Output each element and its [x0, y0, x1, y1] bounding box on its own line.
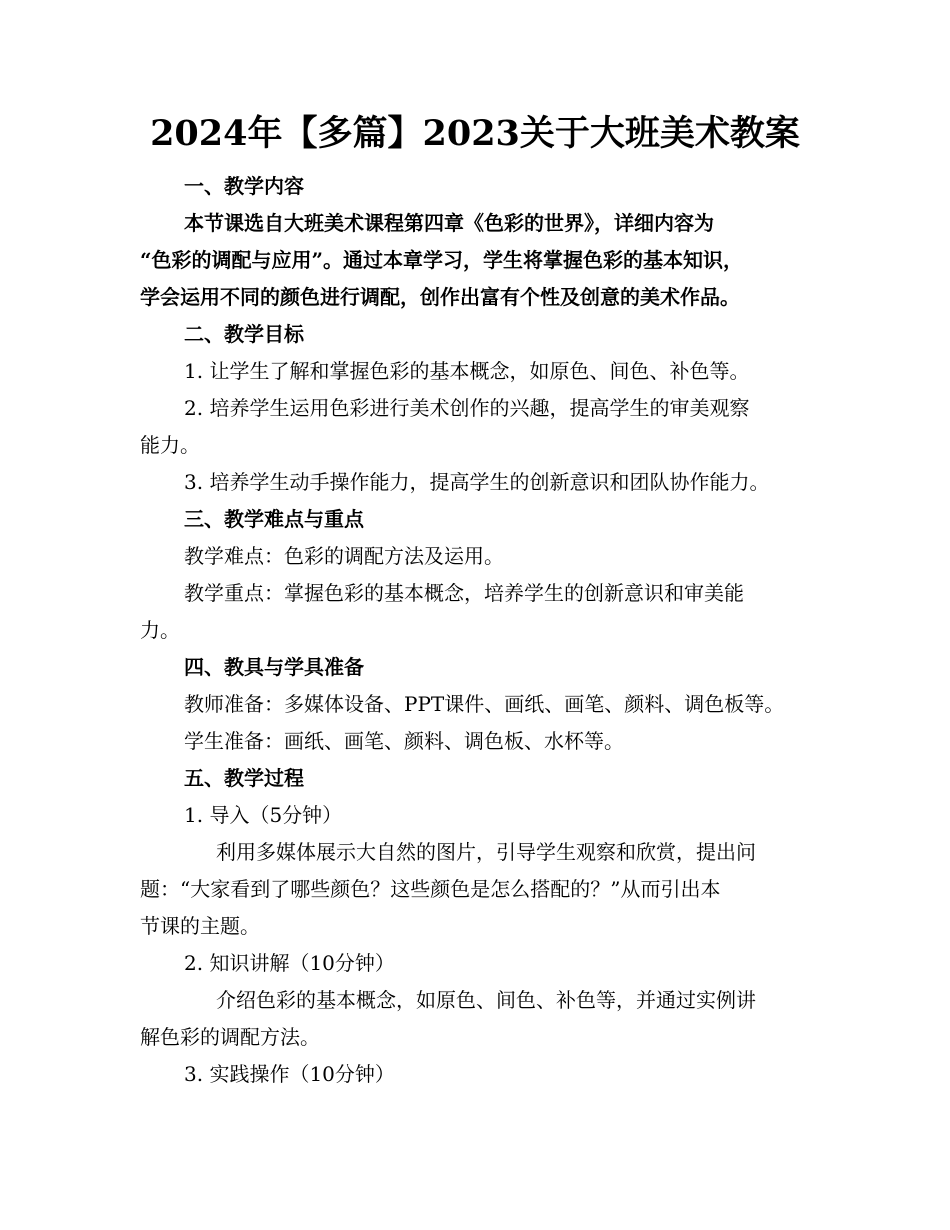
paragraph-line: “色彩的调配与应用”。通过本章学习，学生将掌握色彩的基本知识，: [140, 248, 744, 272]
paragraph-line: 教学难点：色彩的调配方法及运用。: [184, 544, 504, 568]
section-heading-materials: 四、教具与学具准备: [184, 655, 364, 679]
document-title: 2024年【多篇】2023关于大班美术教案: [150, 113, 800, 154]
section-heading-key-points: 三、教学难点与重点: [184, 507, 364, 531]
paragraph-line: 教师准备：多媒体设备、PPT课件、画纸、画笔、颜料、调色板等。: [184, 692, 785, 716]
list-item-continuation: 能力。: [140, 433, 200, 457]
list-item: 2. 知识讲解（10分钟）: [184, 951, 395, 975]
paragraph-line: 介绍色彩的基本概念，如原色、间色、补色等，并通过实例讲: [216, 988, 756, 1012]
paragraph-line: 学会运用不同的颜色进行调配，创作出富有个性及创意的美术作品。: [140, 285, 740, 309]
list-item: 1. 导入（5分钟）: [184, 803, 343, 827]
list-item: 3. 实践操作（10分钟）: [184, 1062, 395, 1086]
list-item: 1. 让学生了解和掌握色彩的基本概念，如原色、间色、补色等。: [184, 359, 750, 383]
paragraph-line: 学生准备：画纸、画笔、颜料、调色板、水杯等。: [184, 729, 624, 753]
paragraph-line: 节课的主题。: [140, 914, 260, 938]
paragraph-line: 解色彩的调配方法。: [140, 1025, 320, 1049]
paragraph-line: 利用多媒体展示大自然的图片，引导学生观察和欣赏，提出问: [216, 840, 756, 864]
paragraph-line: 力。: [140, 618, 180, 642]
paragraph-line: 题：“大家看到了哪些颜色？这些颜色是怎么搭配的？”从而引出本: [140, 877, 721, 901]
list-item: 2. 培养学生运用色彩进行美术创作的兴趣，提高学生的审美观察: [184, 396, 750, 420]
section-heading-process: 五、教学过程: [184, 766, 304, 790]
paragraph-line: 教学重点：掌握色彩的基本概念，培养学生的创新意识和审美能: [184, 581, 744, 605]
list-item: 3. 培养学生动手操作能力，提高学生的创新意识和团队协作能力。: [184, 470, 770, 494]
section-heading-content: 一、教学内容: [184, 174, 304, 198]
section-heading-objectives: 二、教学目标: [184, 322, 304, 346]
paragraph-line: 本节课选自大班美术课程第四章《色彩的世界》，详细内容为: [184, 211, 714, 235]
